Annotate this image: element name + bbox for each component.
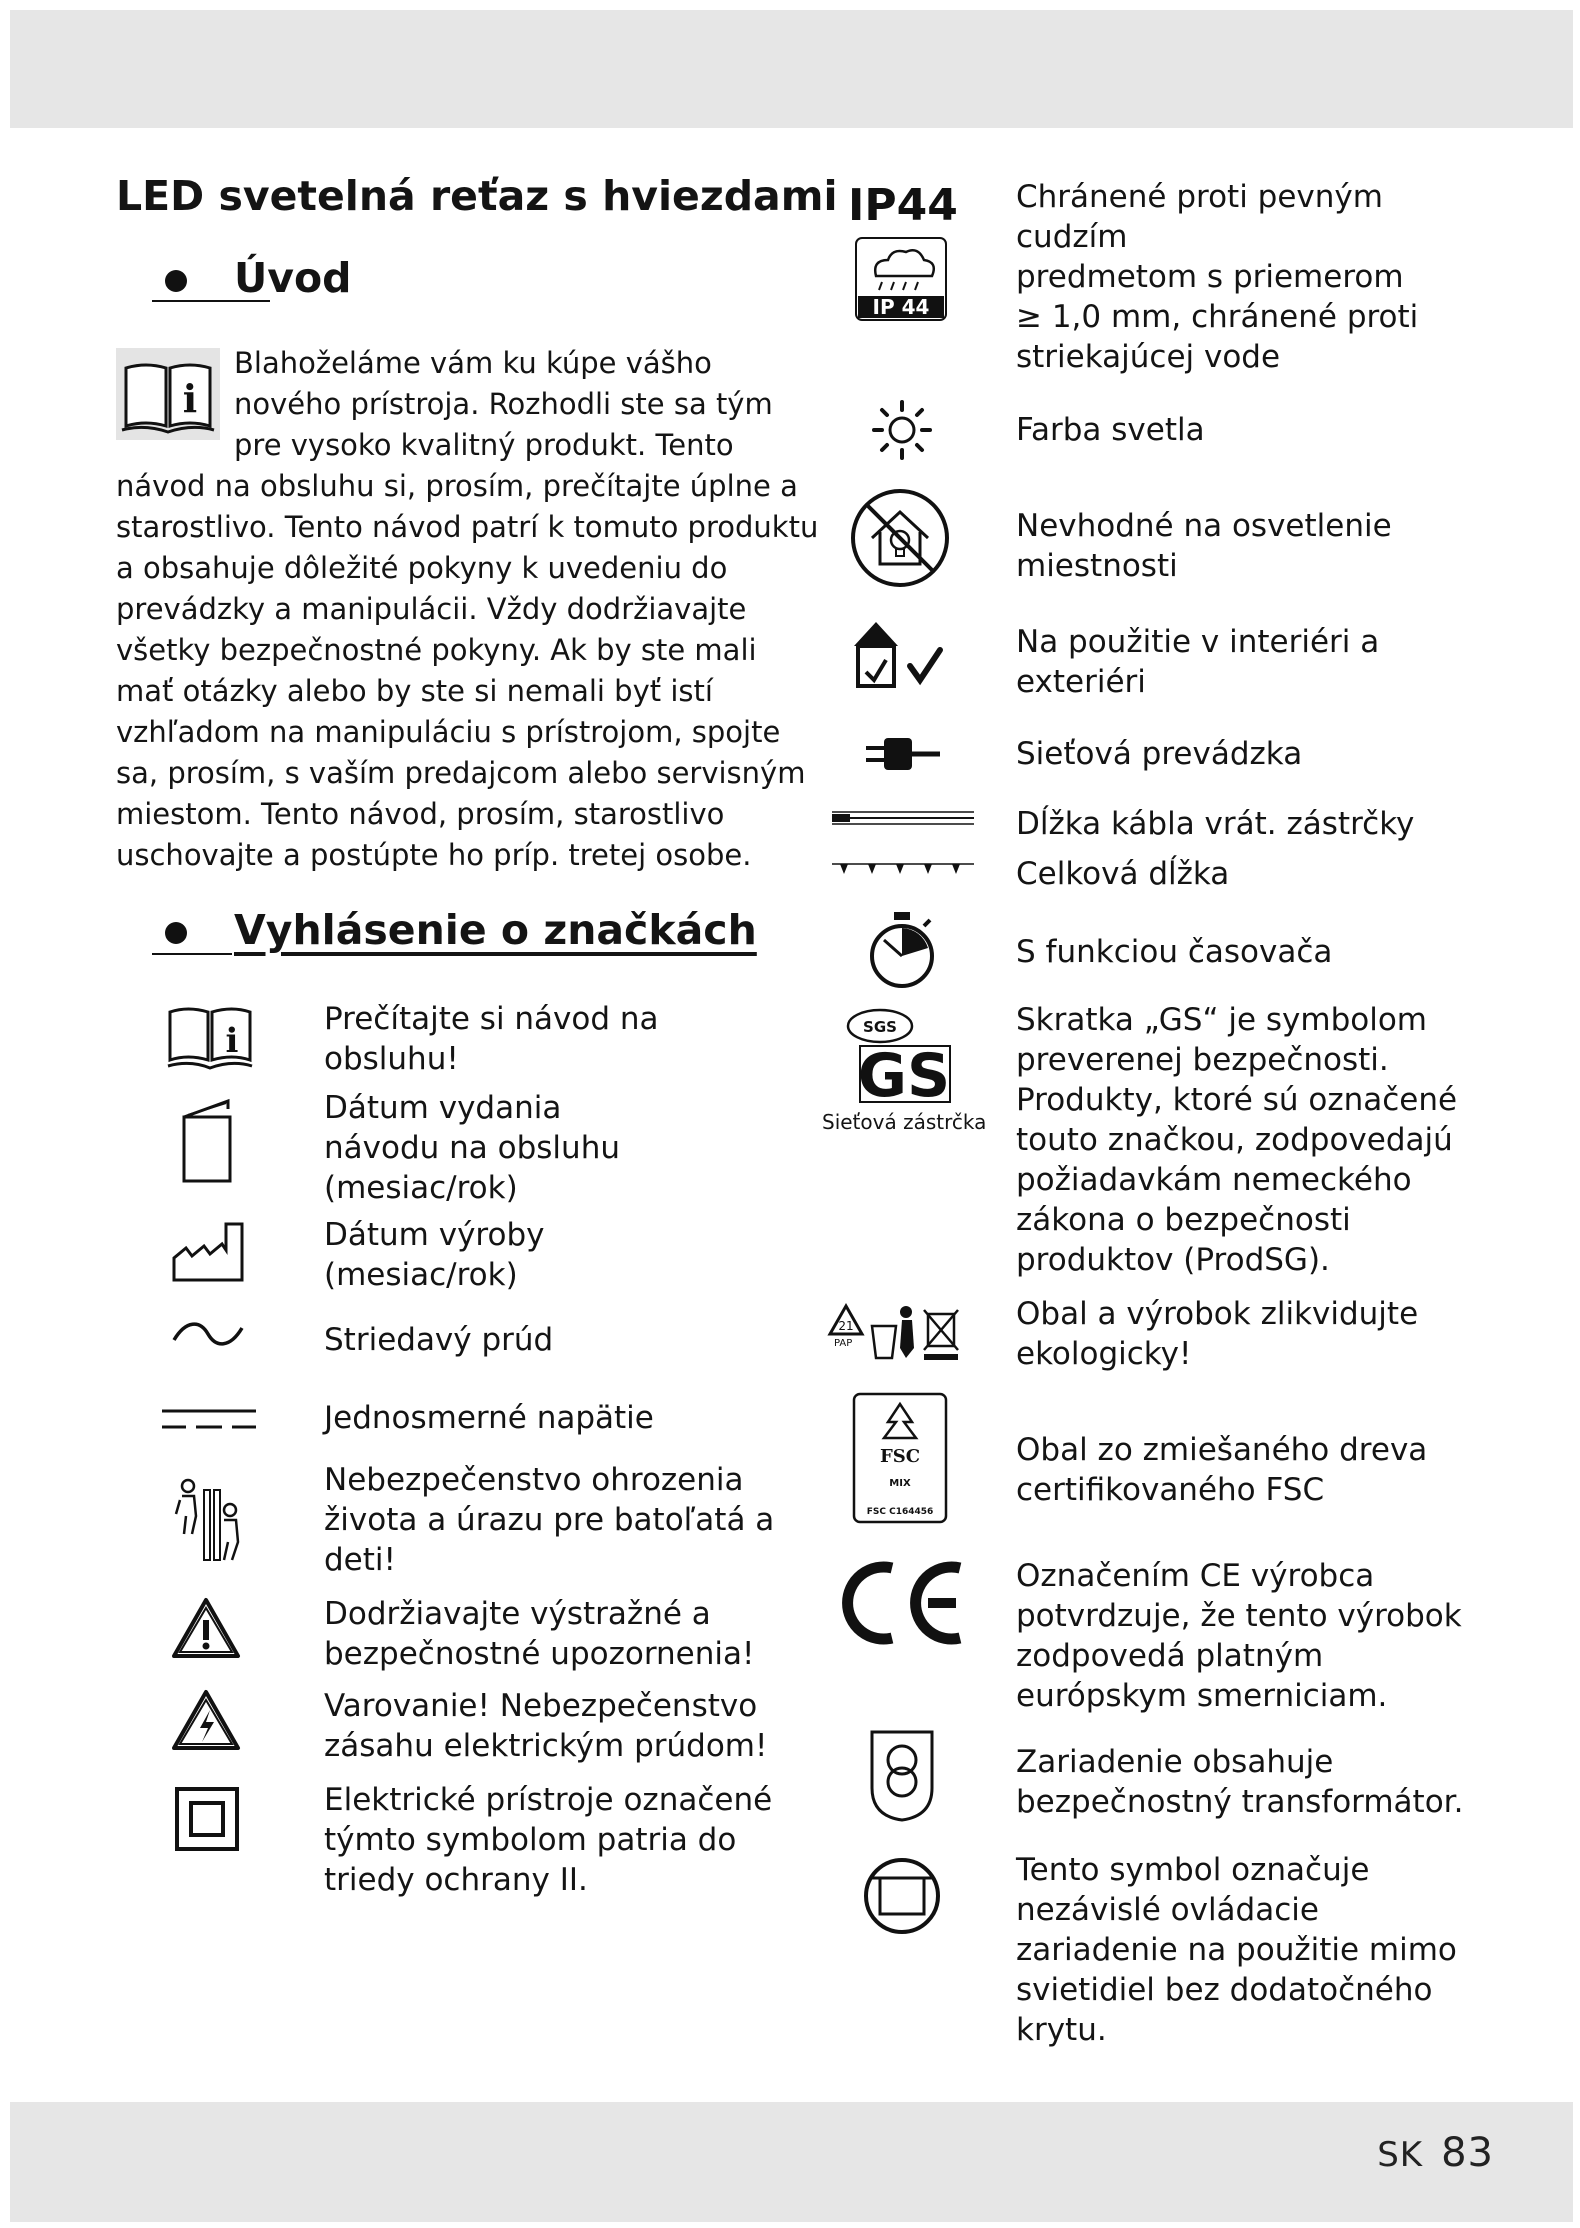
- symbol-description: [1016, 734, 1302, 774]
- intro-text-indented: [234, 343, 773, 466]
- description-line: predmetom s priemerom: [1016, 259, 1404, 295]
- svg-text:FSC: FSC: [879, 1446, 921, 1467]
- description-line: preverenej bezpečnosti.: [1016, 1042, 1389, 1078]
- svg-text:SGS: SGS: [863, 1018, 897, 1036]
- electric-shock-icon: [170, 1688, 242, 1752]
- gs-mark-icon: [840, 1002, 970, 1112]
- description-line: Skratka „GS“ je symbolom: [1016, 1002, 1428, 1038]
- symbol-description: [1016, 1430, 1427, 1510]
- description-line: Jednosmerné napätie: [324, 1400, 654, 1436]
- description-line: Striedavý prúd: [324, 1322, 554, 1358]
- intro-line: starostlivo. Tento návod patrí k tomuto produktu: [116, 510, 819, 544]
- symbol-description: [1016, 177, 1418, 377]
- description-line: Nevhodné na osvetlenie: [1016, 508, 1392, 544]
- read-manual-icon: [166, 1004, 254, 1070]
- description-line: svietidiel bez dodatočného: [1016, 1972, 1433, 2008]
- description-line: Obal a výrobok zlikvidujte: [1016, 1296, 1419, 1332]
- description-line: Elektrické prístroje označené: [324, 1782, 773, 1818]
- symbol-description: [1016, 1850, 1457, 2050]
- description-line: striekajúcej vode: [1016, 339, 1281, 375]
- dc-voltage-icon: [160, 1405, 258, 1435]
- description-line: Dátum vydania: [324, 1090, 562, 1126]
- intro-line: pre vysoko kvalitný produkt. Tento: [234, 428, 734, 462]
- description-line: požiadavkám nemeckého: [1016, 1162, 1412, 1198]
- ac-current-icon: [170, 1318, 246, 1352]
- description-line: Prečítajte si návod na: [324, 1001, 659, 1037]
- svg-text:GS: GS: [857, 1041, 951, 1111]
- description-line: zákona o bezpečnosti: [1016, 1202, 1351, 1238]
- description-line: krytu.: [1016, 2012, 1107, 2048]
- timer-icon: [864, 910, 940, 990]
- ip44-badge: IP 44: [872, 295, 930, 319]
- symbol-description: [1016, 1742, 1463, 1822]
- intro-line: miestom. Tento návod, prosím, starostlivo: [116, 797, 725, 831]
- svg-text:i: i: [225, 1021, 239, 1061]
- no-room-lighting-icon: [848, 486, 952, 590]
- description-line: Dodržiavajte výstražné a: [324, 1596, 711, 1632]
- ip44-icon: [848, 180, 960, 324]
- description-line: zásahu elektrickým prúdom!: [324, 1728, 768, 1764]
- svg-text:FSC C164456: FSC C164456: [866, 1507, 934, 1517]
- description-line: obsluhu!: [324, 1041, 459, 1077]
- total-length-icon: [830, 860, 976, 882]
- description-line: bezpečnostné upozornenia!: [324, 1636, 755, 1672]
- page-title: LED svetelná reťaz s hviezdami: [116, 172, 838, 220]
- description-line: týmto symbolom patria do: [324, 1822, 737, 1858]
- svg-text:MIX: MIX: [889, 1478, 911, 1489]
- indoor-outdoor-icon: [852, 614, 956, 690]
- bottom-band: [10, 2102, 1573, 2222]
- symbol-description: [324, 1460, 774, 1580]
- description-line: potvrdzuje, že tento výrobok: [1016, 1598, 1462, 1634]
- description-line: certifikovaného FSC: [1016, 1472, 1325, 1508]
- child-danger-icon: [174, 1476, 244, 1566]
- symbol-description: [1016, 932, 1332, 972]
- symbol-description: [324, 999, 659, 1079]
- description-line: zariadenie na použitie mimo: [1016, 1932, 1457, 1968]
- cable-length-icon: [830, 808, 976, 828]
- description-line: triedy ochrany II.: [324, 1862, 588, 1898]
- description-line: ekologicky!: [1016, 1336, 1192, 1372]
- heading-bullet: [165, 922, 187, 944]
- booklet-icon: [178, 1097, 238, 1187]
- symbol-description: [1016, 1294, 1418, 1374]
- symbol-description: [1016, 622, 1379, 702]
- intro-text: [116, 466, 818, 876]
- description-line: života a úrazu pre batoľatá a: [324, 1502, 775, 1538]
- intro-line: nového prístroja. Rozhodli ste sa tým: [234, 387, 773, 421]
- description-line: európskym smerniciam.: [1016, 1678, 1388, 1714]
- symbol-description: [324, 1780, 772, 1900]
- symbol-description: [324, 1398, 654, 1438]
- page-number: 83: [1441, 2130, 1494, 2176]
- symbol-description: [1016, 506, 1392, 586]
- intro-line: návod na obsluhu si, prosím, prečítajte úplne a: [116, 469, 798, 503]
- info-book-icon: [116, 348, 220, 440]
- symbol-description: [324, 1320, 553, 1360]
- description-line: Na použitie v interiéri a: [1016, 624, 1380, 660]
- heading-bullet: [165, 270, 187, 292]
- description-line: cudzím: [1016, 219, 1128, 255]
- description-line: Celková dĺžka: [1016, 856, 1230, 892]
- symbol-description: [324, 1215, 544, 1295]
- symbol-description: [1016, 410, 1205, 450]
- ce-mark-icon: [834, 1556, 970, 1650]
- description-line: Obal zo zmiešaného dreva: [1016, 1432, 1428, 1468]
- description-line: Chránené proti pevným: [1016, 179, 1383, 215]
- intro-line: všetky bezpečnostné pokyny. Ak by ste mali: [116, 633, 757, 667]
- heading-underline: [152, 953, 232, 955]
- intro-line: Blahoželáme vám ku kúpe vášho: [234, 346, 712, 380]
- description-line: zodpovedá platným: [1016, 1638, 1324, 1674]
- description-line: Sieťová prevádzka: [1016, 736, 1303, 772]
- description-line: návodu na obsluhu: [324, 1130, 620, 1166]
- intro-line: sa, prosím, s vaším predajcom alebo servisným: [116, 756, 806, 790]
- safety-transformer-icon: [868, 1728, 936, 1824]
- language-code: SK: [1377, 2135, 1424, 2175]
- symbol-description: [1016, 854, 1229, 894]
- description-line: S funkciou časovača: [1016, 934, 1333, 970]
- mains-plug-icon: [866, 734, 940, 774]
- light-color-icon: [870, 398, 934, 462]
- description-line: miestnosti: [1016, 548, 1178, 584]
- top-band: [10, 10, 1573, 128]
- svg-text:PAP: PAP: [834, 1338, 853, 1349]
- description-line: produktov (ProdSG).: [1016, 1242, 1330, 1278]
- description-line: Varovanie! Nebezpečenstvo: [324, 1688, 758, 1724]
- description-line: Produkty, ktoré sú označené: [1016, 1082, 1458, 1118]
- description-line: Nebezpečenstvo ohrozenia: [324, 1462, 744, 1498]
- symbol-description: [324, 1088, 620, 1208]
- intro-line: mať otázky alebo by ste si nemali byť istí: [116, 674, 713, 708]
- gs-caption: Sieťová zástrčka: [822, 1110, 987, 1134]
- symbol-description: [1016, 1000, 1457, 1280]
- symbol-description: [1016, 804, 1414, 844]
- description-line: Dátum výroby: [324, 1217, 545, 1253]
- symbol-description: [324, 1594, 754, 1674]
- protection-class-2-icon: [174, 1786, 240, 1852]
- fsc-icon: [852, 1392, 948, 1524]
- intro-line: a obsahuje dôležité pokyny k uvedeniu do: [116, 551, 728, 585]
- description-line: (mesiac/rok): [324, 1257, 518, 1293]
- svg-text:21: 21: [838, 1319, 854, 1333]
- description-line: deti!: [324, 1542, 396, 1578]
- description-line: nezávislé ovládacie: [1016, 1892, 1319, 1928]
- description-line: bezpečnostný transformátor.: [1016, 1784, 1464, 1820]
- intro-line: uschovajte a postúpte ho príp. tretej osobe.: [116, 838, 752, 872]
- symbol-description: [1016, 1556, 1462, 1716]
- intro-line: prevádzky a manipulácii. Vždy dodržiavajte: [116, 592, 747, 626]
- independent-control-gear-icon: [862, 1856, 942, 1936]
- description-line: Dĺžka kábla vrát. zástrčky: [1016, 806, 1415, 842]
- svg-text:i: i: [182, 376, 198, 421]
- symbol-description: [324, 1686, 767, 1766]
- description-line: ≥ 1,0 mm, chránené proti: [1016, 299, 1419, 335]
- description-line: Označením CE výrobca: [1016, 1558, 1375, 1594]
- symbols-heading: Vyhlásenie o značkách: [234, 906, 757, 954]
- page-footer: [1377, 2130, 1494, 2176]
- description-line: exteriéri: [1016, 664, 1146, 700]
- factory-icon: [170, 1220, 246, 1284]
- description-line: Tento symbol označuje: [1016, 1852, 1370, 1888]
- description-line: Zariadenie obsahuje: [1016, 1744, 1334, 1780]
- warning-triangle-icon: [170, 1596, 242, 1660]
- intro-line: vzhľadom na manipuláciu s prístrojom, spojte: [116, 715, 781, 749]
- intro-heading: Úvod: [234, 254, 352, 302]
- description-line: Farba svetla: [1016, 412, 1205, 448]
- description-line: touto značkou, zodpovedajú: [1016, 1122, 1453, 1158]
- description-line: (mesiac/rok): [324, 1170, 518, 1206]
- ip44-label: IP44: [848, 180, 958, 231]
- recycling-icon: [826, 1300, 970, 1364]
